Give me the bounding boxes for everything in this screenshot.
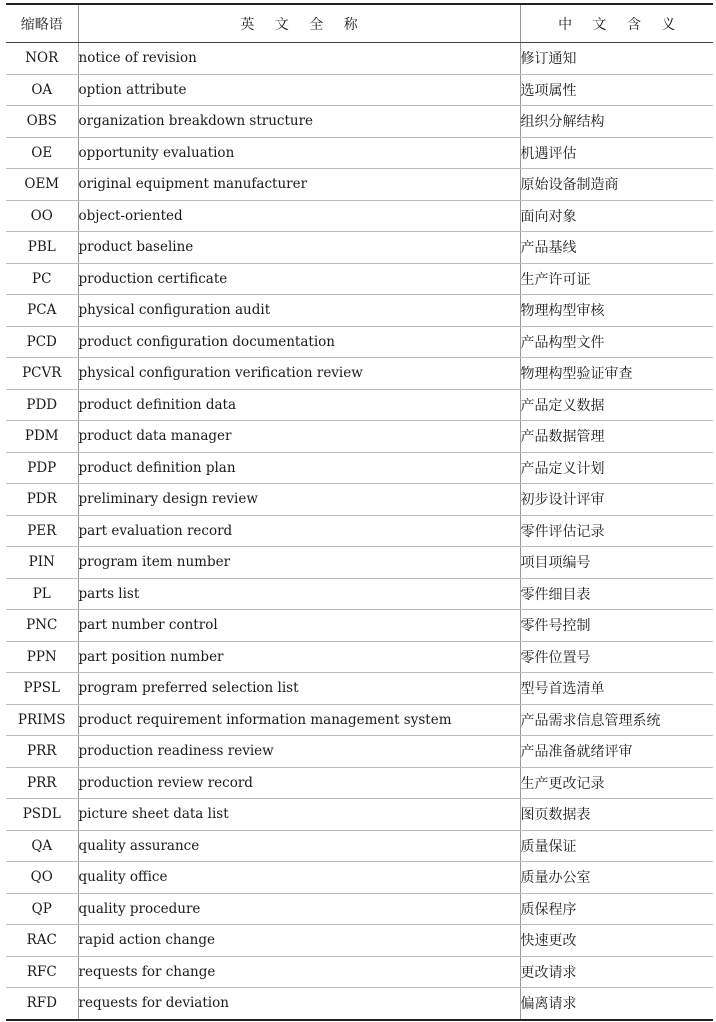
english-term-cell: parts list (78, 578, 520, 610)
abbreviation-cell: QA (6, 830, 78, 862)
english-term-cell: picture sheet data list (78, 799, 520, 831)
header-english-full-name: 英 文 全 称 (78, 4, 520, 43)
english-term-cell: physical configuration audit (78, 295, 520, 327)
chinese-term-cell: 零件评估记录 (520, 515, 713, 547)
chinese-term-cell: 产品基线 (520, 232, 713, 264)
chinese-term-cell: 初步设计评审 (520, 484, 713, 516)
chinese-term-cell: 零件位置号 (520, 641, 713, 673)
abbreviation-cell: PDP (6, 452, 78, 484)
abbreviation-cell: RFD (6, 988, 78, 1020)
table-row (6, 547, 713, 579)
abbreviation-cell: PSDL (6, 799, 78, 831)
table-row (6, 610, 713, 642)
abbreviation-cell: OA (6, 74, 78, 106)
chinese-term-cell: 产品准备就绪评审 (520, 736, 713, 768)
english-term-cell: product data manager (78, 421, 520, 453)
chinese-term-cell: 质保程序 (520, 893, 713, 925)
abbreviation-cell: PC (6, 263, 78, 295)
chinese-term-cell: 快速更改 (520, 925, 713, 957)
abbreviation-cell: PER (6, 515, 78, 547)
chinese-term-cell: 零件细目表 (520, 578, 713, 610)
english-term-cell: quality assurance (78, 830, 520, 862)
chinese-term-cell: 修订通知 (520, 43, 713, 75)
table-row (6, 389, 713, 421)
table-row (6, 484, 713, 516)
table-row (6, 704, 713, 736)
english-term-cell: notice of revision (78, 43, 520, 75)
table-row (6, 736, 713, 768)
abbreviation-page (6, 3, 713, 1021)
chinese-term-cell: 原始设备制造商 (520, 169, 713, 201)
english-term-cell: requests for change (78, 956, 520, 988)
table-row (6, 893, 713, 925)
table-header-row (6, 4, 713, 43)
english-term-cell: preliminary design review (78, 484, 520, 516)
chinese-term-cell: 质量办公室 (520, 862, 713, 894)
abbreviation-cell: PRR (6, 736, 78, 768)
table-row (6, 295, 713, 327)
table-row (6, 137, 713, 169)
table-row (6, 452, 713, 484)
table-row (6, 673, 713, 705)
abbreviation-cell: PL (6, 578, 78, 610)
english-term-cell: quality procedure (78, 893, 520, 925)
english-term-cell: original equipment manufacturer (78, 169, 520, 201)
english-term-cell: part number control (78, 610, 520, 642)
chinese-term-cell: 生产更改记录 (520, 767, 713, 799)
english-term-cell: option attribute (78, 74, 520, 106)
english-term-cell: production review record (78, 767, 520, 799)
english-term-cell: requests for deviation (78, 988, 520, 1020)
english-term-cell: opportunity evaluation (78, 137, 520, 169)
english-term-cell: object-oriented (78, 200, 520, 232)
abbreviation-cell: PDM (6, 421, 78, 453)
english-term-cell: production certificate (78, 263, 520, 295)
table-row (6, 358, 713, 390)
table-row (6, 641, 713, 673)
chinese-term-cell: 图页数据表 (520, 799, 713, 831)
abbreviation-cell: PCD (6, 326, 78, 358)
table-row (6, 326, 713, 358)
table-row (6, 232, 713, 264)
english-term-cell: product baseline (78, 232, 520, 264)
abbreviation-table (6, 3, 713, 1021)
abbreviation-cell: QO (6, 862, 78, 894)
table-row (6, 515, 713, 547)
abbreviation-cell: PDD (6, 389, 78, 421)
table-row (6, 421, 713, 453)
english-term-cell: product configuration documentation (78, 326, 520, 358)
chinese-term-cell: 产品定义数据 (520, 389, 713, 421)
header-chinese-meaning: 中 文 含 义 (520, 4, 713, 43)
abbreviation-cell: OO (6, 200, 78, 232)
table-row (6, 169, 713, 201)
table-row (6, 956, 713, 988)
table-row (6, 106, 713, 138)
chinese-term-cell: 产品数据管理 (520, 421, 713, 453)
english-term-cell: organization breakdown structure (78, 106, 520, 138)
header-abbreviation: 缩略语 (6, 4, 78, 43)
table-row (6, 799, 713, 831)
abbreviation-cell: PIN (6, 547, 78, 579)
abbreviation-cell: PBL (6, 232, 78, 264)
english-term-cell: product definition data (78, 389, 520, 421)
abbreviation-cell: PRIMS (6, 704, 78, 736)
english-term-cell: part position number (78, 641, 520, 673)
abbreviation-cell: PCVR (6, 358, 78, 390)
table-row (6, 830, 713, 862)
chinese-term-cell: 物理构型验证审查 (520, 358, 713, 390)
english-term-cell: program item number (78, 547, 520, 579)
english-term-cell: product requirement information management system (78, 704, 520, 736)
abbreviation-cell: RAC (6, 925, 78, 957)
abbreviation-cell: RFC (6, 956, 78, 988)
table-body (6, 43, 713, 1020)
english-term-cell: quality office (78, 862, 520, 894)
chinese-term-cell: 产品定义计划 (520, 452, 713, 484)
abbreviation-cell: PPN (6, 641, 78, 673)
chinese-term-cell: 物理构型审核 (520, 295, 713, 327)
chinese-term-cell: 选项属性 (520, 74, 713, 106)
chinese-term-cell: 项目项编号 (520, 547, 713, 579)
english-term-cell: physical configuration verification review (78, 358, 520, 390)
chinese-term-cell: 产品需求信息管理系统 (520, 704, 713, 736)
english-term-cell: rapid action change (78, 925, 520, 957)
chinese-term-cell: 质量保证 (520, 830, 713, 862)
table-row (6, 43, 713, 75)
table-row (6, 925, 713, 957)
table-row (6, 767, 713, 799)
abbreviation-cell: QP (6, 893, 78, 925)
chinese-term-cell: 生产许可证 (520, 263, 713, 295)
chinese-term-cell: 机遇评估 (520, 137, 713, 169)
english-term-cell: program preferred selection list (78, 673, 520, 705)
chinese-term-cell: 零件号控制 (520, 610, 713, 642)
chinese-term-cell: 型号首选清单 (520, 673, 713, 705)
abbreviation-cell: PRR (6, 767, 78, 799)
abbreviation-cell: PCA (6, 295, 78, 327)
abbreviation-cell: PPSL (6, 673, 78, 705)
abbreviation-cell: NOR (6, 43, 78, 75)
table-row (6, 988, 713, 1020)
chinese-term-cell: 偏离请求 (520, 988, 713, 1020)
chinese-term-cell: 面向对象 (520, 200, 713, 232)
table-row (6, 200, 713, 232)
abbreviation-cell: PDR (6, 484, 78, 516)
table-row (6, 862, 713, 894)
abbreviation-cell: OBS (6, 106, 78, 138)
abbreviation-cell: PNC (6, 610, 78, 642)
table-row (6, 74, 713, 106)
table-row (6, 263, 713, 295)
abbreviation-cell: OE (6, 137, 78, 169)
table-row (6, 578, 713, 610)
chinese-term-cell: 产品构型文件 (520, 326, 713, 358)
english-term-cell: part evaluation record (78, 515, 520, 547)
english-term-cell: production readiness review (78, 736, 520, 768)
abbreviation-cell: OEM (6, 169, 78, 201)
chinese-term-cell: 更改请求 (520, 956, 713, 988)
english-term-cell: product definition plan (78, 452, 520, 484)
chinese-term-cell: 组织分解结构 (520, 106, 713, 138)
